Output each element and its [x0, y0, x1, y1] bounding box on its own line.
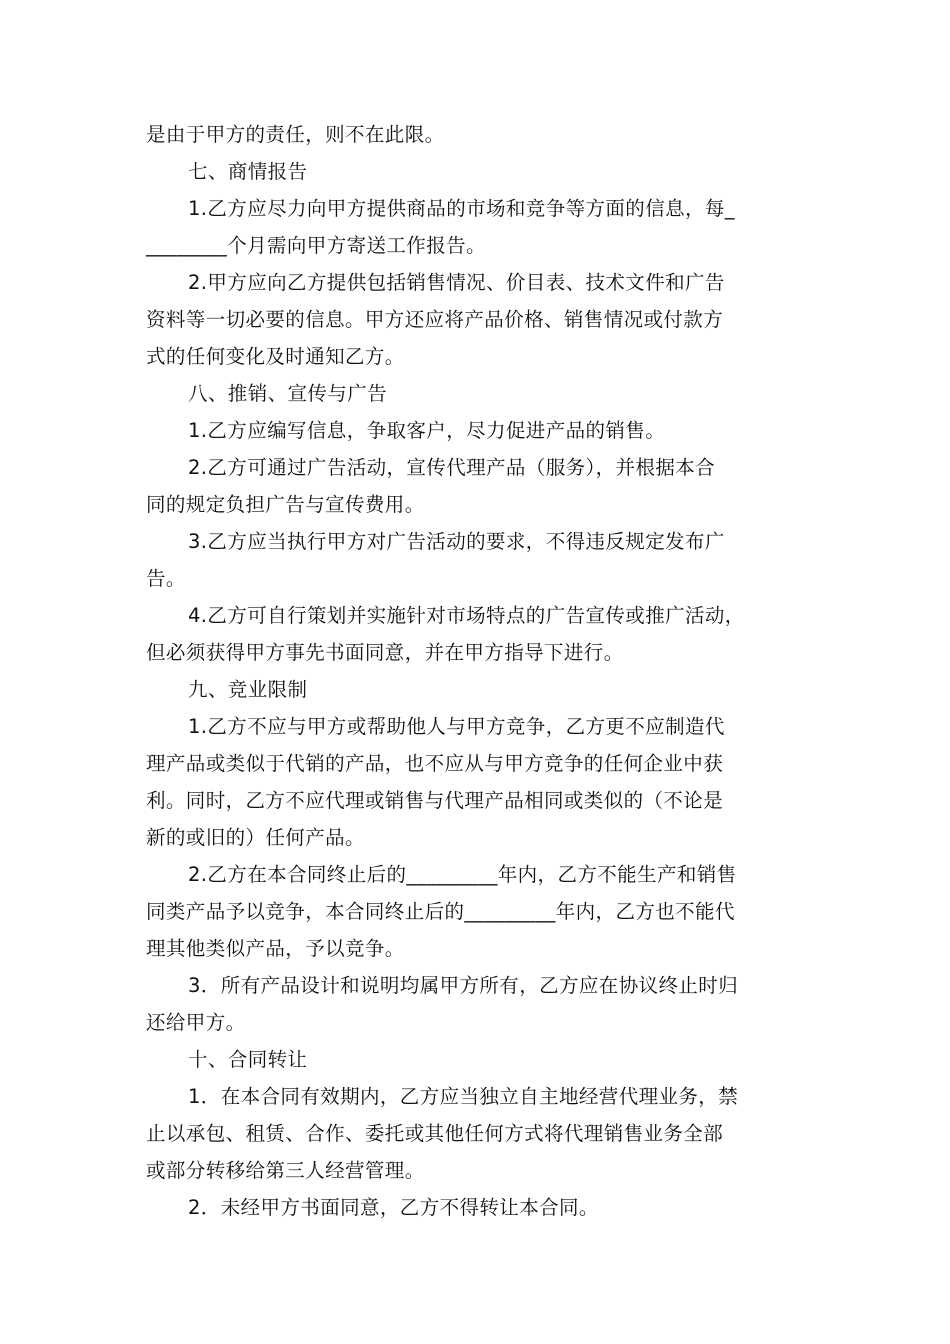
section-heading: 八、推销、宣传与广告	[188, 382, 388, 405]
text-line: 告。	[146, 567, 186, 590]
text-line: 止以承包、租赁、合作、委托或其他任何方式将代理销售业务全部	[146, 1122, 724, 1145]
text-line: 是由于甲方的责任，则不在此限。	[146, 123, 445, 146]
text-line: 或部分转移给第三人经营管理。	[146, 1159, 425, 1182]
text-line: 2.乙方在本合同终止后的_________年内，乙方不能生产和销售	[188, 863, 737, 886]
text-line: 1.乙方应尽力向甲方提供商品的市场和竞争等方面的信息，每_	[188, 197, 735, 220]
text-line: 同类产品予以竞争，本合同终止后的_________年内，乙方也不能代	[146, 900, 735, 923]
text-line: 新的或旧的）任何产品。	[146, 826, 365, 849]
section-heading: 七、商情报告	[188, 160, 308, 183]
text-line: 理其他类似产品，予以竞争。	[146, 937, 405, 960]
text-line: 但必须获得甲方事先书面同意，并在甲方指导下进行。	[146, 641, 624, 664]
text-line: 2．未经甲方书面同意，乙方不得转让本合同。	[188, 1196, 599, 1219]
text-line: 还给甲方。	[146, 1011, 246, 1034]
text-line: ________个月需向甲方寄送工作报告。	[146, 234, 486, 257]
text-line: 利。同时，乙方不应代理或销售与代理产品相同或类似的（不论是	[146, 789, 724, 812]
section-heading: 九、竞业限制	[188, 678, 308, 701]
section-heading: 十、合同转让	[188, 1048, 308, 1071]
text-line: 资料等一切必要的信息。甲方还应将产品价格、销售情况或付款方	[146, 308, 724, 331]
text-line: 3.乙方应当执行甲方对广告活动的要求，不得违反规定发布广	[188, 530, 725, 553]
text-line: 同的规定负担广告与宣传费用。	[146, 493, 425, 516]
text-line: 1.乙方不应与甲方或帮助他人与甲方竞争，乙方更不应制造代	[188, 715, 725, 738]
text-line: 式的任何变化及时通知乙方。	[146, 345, 405, 368]
text-line: 1．在本合同有效期内，乙方应当独立自主地经营代理业务，禁	[188, 1085, 739, 1108]
text-line: 3．所有产品设计和说明均属甲方所有，乙方应在协议终止时归	[188, 974, 739, 997]
text-line: 2.乙方可通过广告活动，宣传代理产品（服务），并根据本合	[188, 456, 716, 479]
text-line: 4.乙方可自行策划并实施针对市场特点的广告宣传或推广活动，	[188, 604, 745, 627]
text-line: 理产品或类似于代销的产品，也不应从与甲方竞争的任何企业中获	[146, 752, 724, 775]
text-line: 2.甲方应向乙方提供包括销售情况、价目表、技术文件和广告	[188, 271, 725, 294]
text-line: 1.乙方应编写信息，争取客户，尽力促进产品的销售。	[188, 419, 666, 442]
